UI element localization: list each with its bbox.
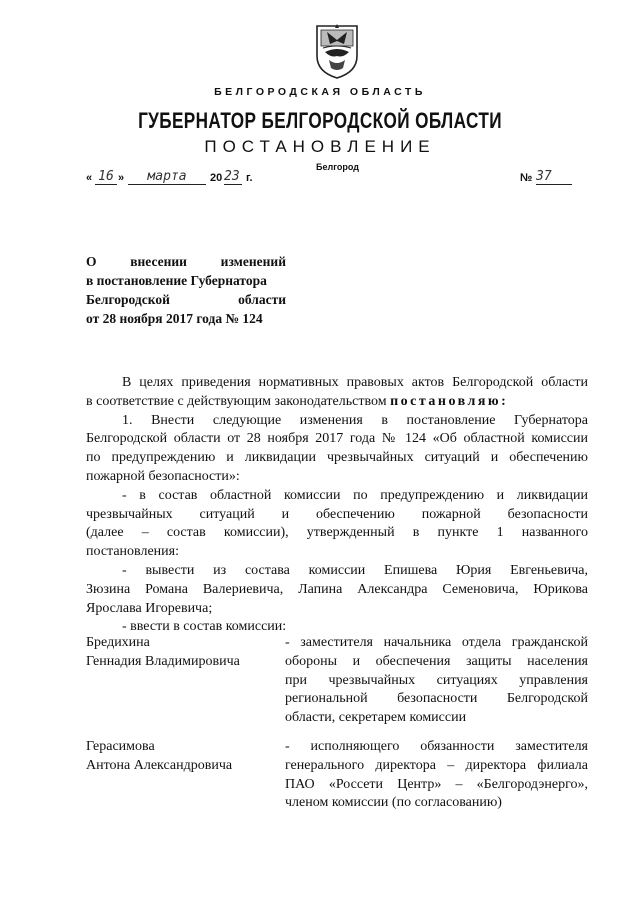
body-line: Белгородской области от 28 ноября 2017 года № 124 «Об областной комиссии	[86, 431, 588, 447]
commission-member	[86, 634, 588, 734]
subject-word: внесении	[130, 254, 187, 269]
commission-member	[86, 738, 588, 818]
member-given-names: Антона Александровича	[86, 757, 233, 773]
body-line: - вывести из состава комиссии Епишева Юрия Евгеньевича,	[122, 562, 588, 578]
document-subject	[86, 252, 286, 328]
member-name	[86, 634, 276, 672]
body-line: по предупреждению и ликвидации чрезвычайных ситуаций и обеспечению	[86, 450, 588, 466]
date-open-quote: «	[86, 172, 93, 184]
subject-line: от 28 ноября 2017 года № 124	[86, 311, 263, 326]
body-line: пожарной безопасности»:	[86, 468, 240, 484]
role-line: при чрезвычайных ситуациях управления	[285, 672, 588, 688]
body-line: - ввести в состав комиссии:	[122, 619, 287, 635]
date-year-suffix: 23	[224, 169, 242, 185]
decree-keyword: постановляю:	[390, 393, 509, 409]
role-line: - заместителя начальника отдела гражданской	[285, 635, 588, 650]
subject-word: Белгородской	[86, 292, 170, 307]
city-name: Белгород	[316, 162, 359, 172]
date-number-line	[86, 169, 576, 192]
role-line: региональной безопасности Белгородской	[285, 691, 588, 707]
date-close-quote: »	[118, 172, 125, 184]
member-name	[86, 738, 276, 776]
region-name: БЕЛГОРОДСКАЯ ОБЛАСТЬ	[214, 86, 426, 98]
issuer-title: ГУБЕРНАТОР БЕЛГОРОДСКОЙ ОБЛАСТИ	[138, 108, 502, 133]
member-surname: Герасимова	[86, 739, 155, 754]
coat-of-arms-icon	[313, 22, 361, 80]
member-role	[285, 634, 588, 728]
subject-line: в постановление Губернатора	[86, 273, 267, 288]
body-line: В целях приведения нормативных правовых актов Белгородской области	[122, 375, 588, 390]
subject-word: О	[86, 254, 97, 269]
body-line: Зюзина Романа Валериевича, Лапина Александра Семеновича, Юрикова	[86, 581, 588, 597]
member-surname: Бредихина	[86, 635, 150, 650]
document-type: ПОСТАНОВЛЕНИЕ	[204, 137, 436, 156]
document-number: 37	[536, 169, 572, 185]
body-line: постановления:	[86, 544, 179, 560]
body-line: Ярослава Игоревича;	[86, 600, 213, 616]
body-line: 1. Внести следующие изменения в постановление Губернатора	[122, 412, 588, 428]
date-day: 16	[95, 169, 117, 185]
body-line: - в состав областной комиссии по предупреждению и ликвидации	[122, 487, 588, 503]
date-year-prefix: 20	[210, 172, 223, 184]
body-line	[86, 393, 588, 412]
body-text: в соответствие с действующим законодательством	[86, 393, 387, 409]
member-given-names: Геннадия Владимировича	[86, 653, 240, 669]
role-line: - исполняющего обязанности заместителя	[285, 739, 588, 754]
number-label: №	[520, 172, 533, 184]
body-line: чрезвычайных ситуаций и обеспечению пожарной безопасности	[86, 506, 588, 522]
role-line: членом комиссии (по согласованию)	[285, 795, 502, 811]
role-line: ПАО «Россети Центр» – «Белгородэнерго»,	[285, 776, 588, 792]
date-month: марта	[128, 169, 206, 185]
role-line: области, секретарем комиссии	[285, 710, 467, 726]
role-line: генерального директора – директора филиала	[285, 757, 588, 773]
date-year-unit: г.	[246, 172, 253, 184]
body-line: (далее – состав комиссии), утвержденный в пункте 1 названного	[86, 525, 588, 541]
document-body	[86, 374, 588, 637]
subject-word: области	[238, 292, 286, 307]
subject-word: изменений	[220, 254, 286, 269]
role-line: обороны и обеспечения защиты населения	[285, 653, 588, 669]
member-role	[285, 738, 588, 813]
